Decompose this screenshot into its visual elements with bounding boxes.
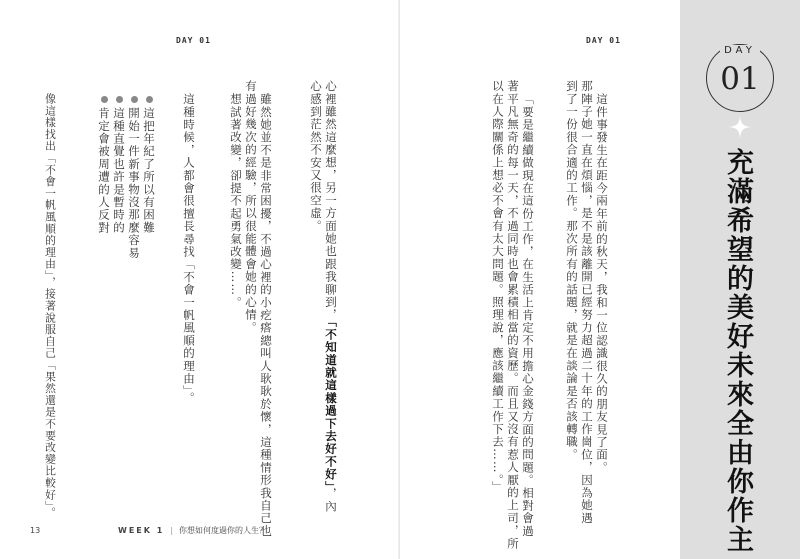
- page-number-left: 13: [30, 526, 41, 535]
- bullet-text: 肯定會被周遭的人反對: [97, 107, 111, 234]
- left-para1-tail: ，內: [324, 487, 338, 514]
- day-number: 01: [720, 61, 760, 97]
- bullet-text: 這種直覺也許是暫時的: [112, 107, 126, 234]
- right-para-line: 「要是繼續做現在這份工作，在生活上肯定不用擔心金錢方面的問題。相對會過: [521, 93, 535, 538]
- left-para1-bold: 「不知道就這樣過下去好不好」: [324, 321, 338, 488]
- chapter-title: 充滿希望的美好未來全由你作主: [722, 148, 753, 554]
- right-para-line: 那陣子她一直在煩惱，是不是該離開已經努力超過二十年的工作崗位，因為她遇: [580, 80, 594, 525]
- four-point-star-icon: [729, 116, 751, 138]
- bullet-item: [111, 96, 126, 234]
- running-head-right: DAY 01: [586, 36, 621, 45]
- bullet-item: [126, 96, 141, 259]
- left-para4-line1: 像這樣找出「不會一帆風順的理由」，接著說服自己「果然還是不要改變比較好」。: [44, 93, 57, 519]
- day-label: DAY: [720, 45, 760, 56]
- left-para1-line1: [323, 80, 338, 513]
- right-para-line: 這件事發生在距今兩年前的秋天，我和一位認識很久的朋友見了面。: [595, 93, 609, 474]
- left-para2-line1: 雖然她並不是非常困擾，不過心裡的小疙瘩總叫人耿耿於懷，這種情形我自己也: [259, 93, 273, 538]
- chapter-panel: [680, 0, 800, 559]
- footer-week: WEEK 1: [118, 526, 165, 535]
- bullet-dot-icon: [131, 96, 138, 103]
- bullet-item: [96, 96, 111, 234]
- running-head-left: DAY 01: [176, 36, 211, 45]
- footer-separator: |: [170, 526, 174, 535]
- day-badge: [706, 44, 774, 112]
- right-para-line: 著平凡無奇的每一天，不過同時也會累積相當的資歷。而且又沒有惹人厭的上司，所: [506, 80, 520, 550]
- bullet-text: 這把年紀了所以有困難: [142, 107, 156, 234]
- footer-subtitle: 你想如何度過你的人生？: [179, 526, 268, 535]
- left-para2-line3: 想試著改變，卻提不起勇氣改變……。: [229, 93, 243, 309]
- left-para1-text: 心裡雖然這麼想，另一方面她也跟我聊到，: [324, 80, 338, 322]
- bullet-dot-icon: [101, 96, 108, 103]
- bullet-item: [141, 96, 156, 234]
- left-para1-line2: 心感到茫然不安又很空虛。: [309, 80, 323, 233]
- bullet-dot-icon: [146, 96, 153, 103]
- bullet-dot-icon: [116, 96, 123, 103]
- running-footer: [118, 525, 267, 536]
- left-para3-line1: 這種時候，人都會很擅長尋找「不會一帆風順的理由」。: [182, 93, 196, 405]
- bullet-text: 開始一件新事物沒那麼容易: [127, 107, 141, 260]
- left-para2-line2: 有過好幾次的經驗，所以很能體會她的心情。: [244, 80, 258, 334]
- day-badge-label: [707, 38, 773, 57]
- right-page: [400, 0, 680, 559]
- right-para-line: 以在人際關係上想必不會有太大問題。照理說，應該繼續工作下去……。」: [491, 80, 505, 494]
- right-para-line: 到了一份很合適的工作。那次所有的話題，就是在談論是否該轉職。: [565, 80, 579, 461]
